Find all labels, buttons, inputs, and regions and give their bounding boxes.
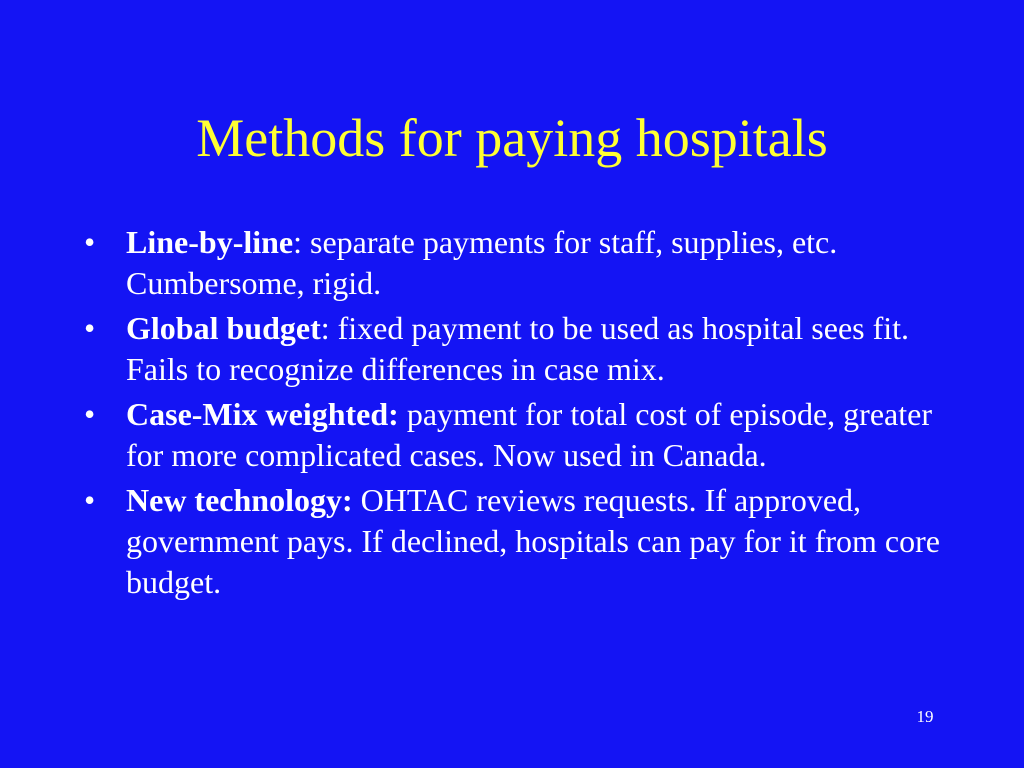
bullet-text: OHTAC reviews requests. If approved, government pays. If declined, hospitals can pay for it from core budget. <box>126 482 940 600</box>
page-number: 19 <box>916 707 934 726</box>
bullet-term: Case-Mix weighted: <box>126 396 399 432</box>
bullet-icon: • <box>84 310 96 346</box>
bullet-text: payment for total cost of episode, greater for more complicated cases. Now used in Canada. <box>126 396 932 473</box>
bullet-icon: • <box>84 224 96 260</box>
slide-title: Methods for paying hospitals <box>196 108 828 168</box>
bullet-item-case-mix-weighted <box>84 394 944 476</box>
bullet-term: Line-by-line <box>126 224 294 260</box>
bullet-item-global-budget <box>84 308 944 390</box>
bullet-text: : separate payments for staff, supplies, etc. Cumbersome, rigid. <box>126 224 838 301</box>
bullet-icon: • <box>84 396 96 432</box>
bullet-item-line-by-line <box>84 222 944 304</box>
bullet-icon: • <box>84 482 96 518</box>
bullet-item-new-technology <box>84 480 944 603</box>
bullet-term: New technology: <box>126 482 353 518</box>
bullet-list <box>84 222 944 607</box>
bullet-text: : fixed payment to be used as hospital sees fit. Fails to recognize differences in case mix. <box>126 310 910 387</box>
bullet-term: Global budget <box>126 310 321 346</box>
